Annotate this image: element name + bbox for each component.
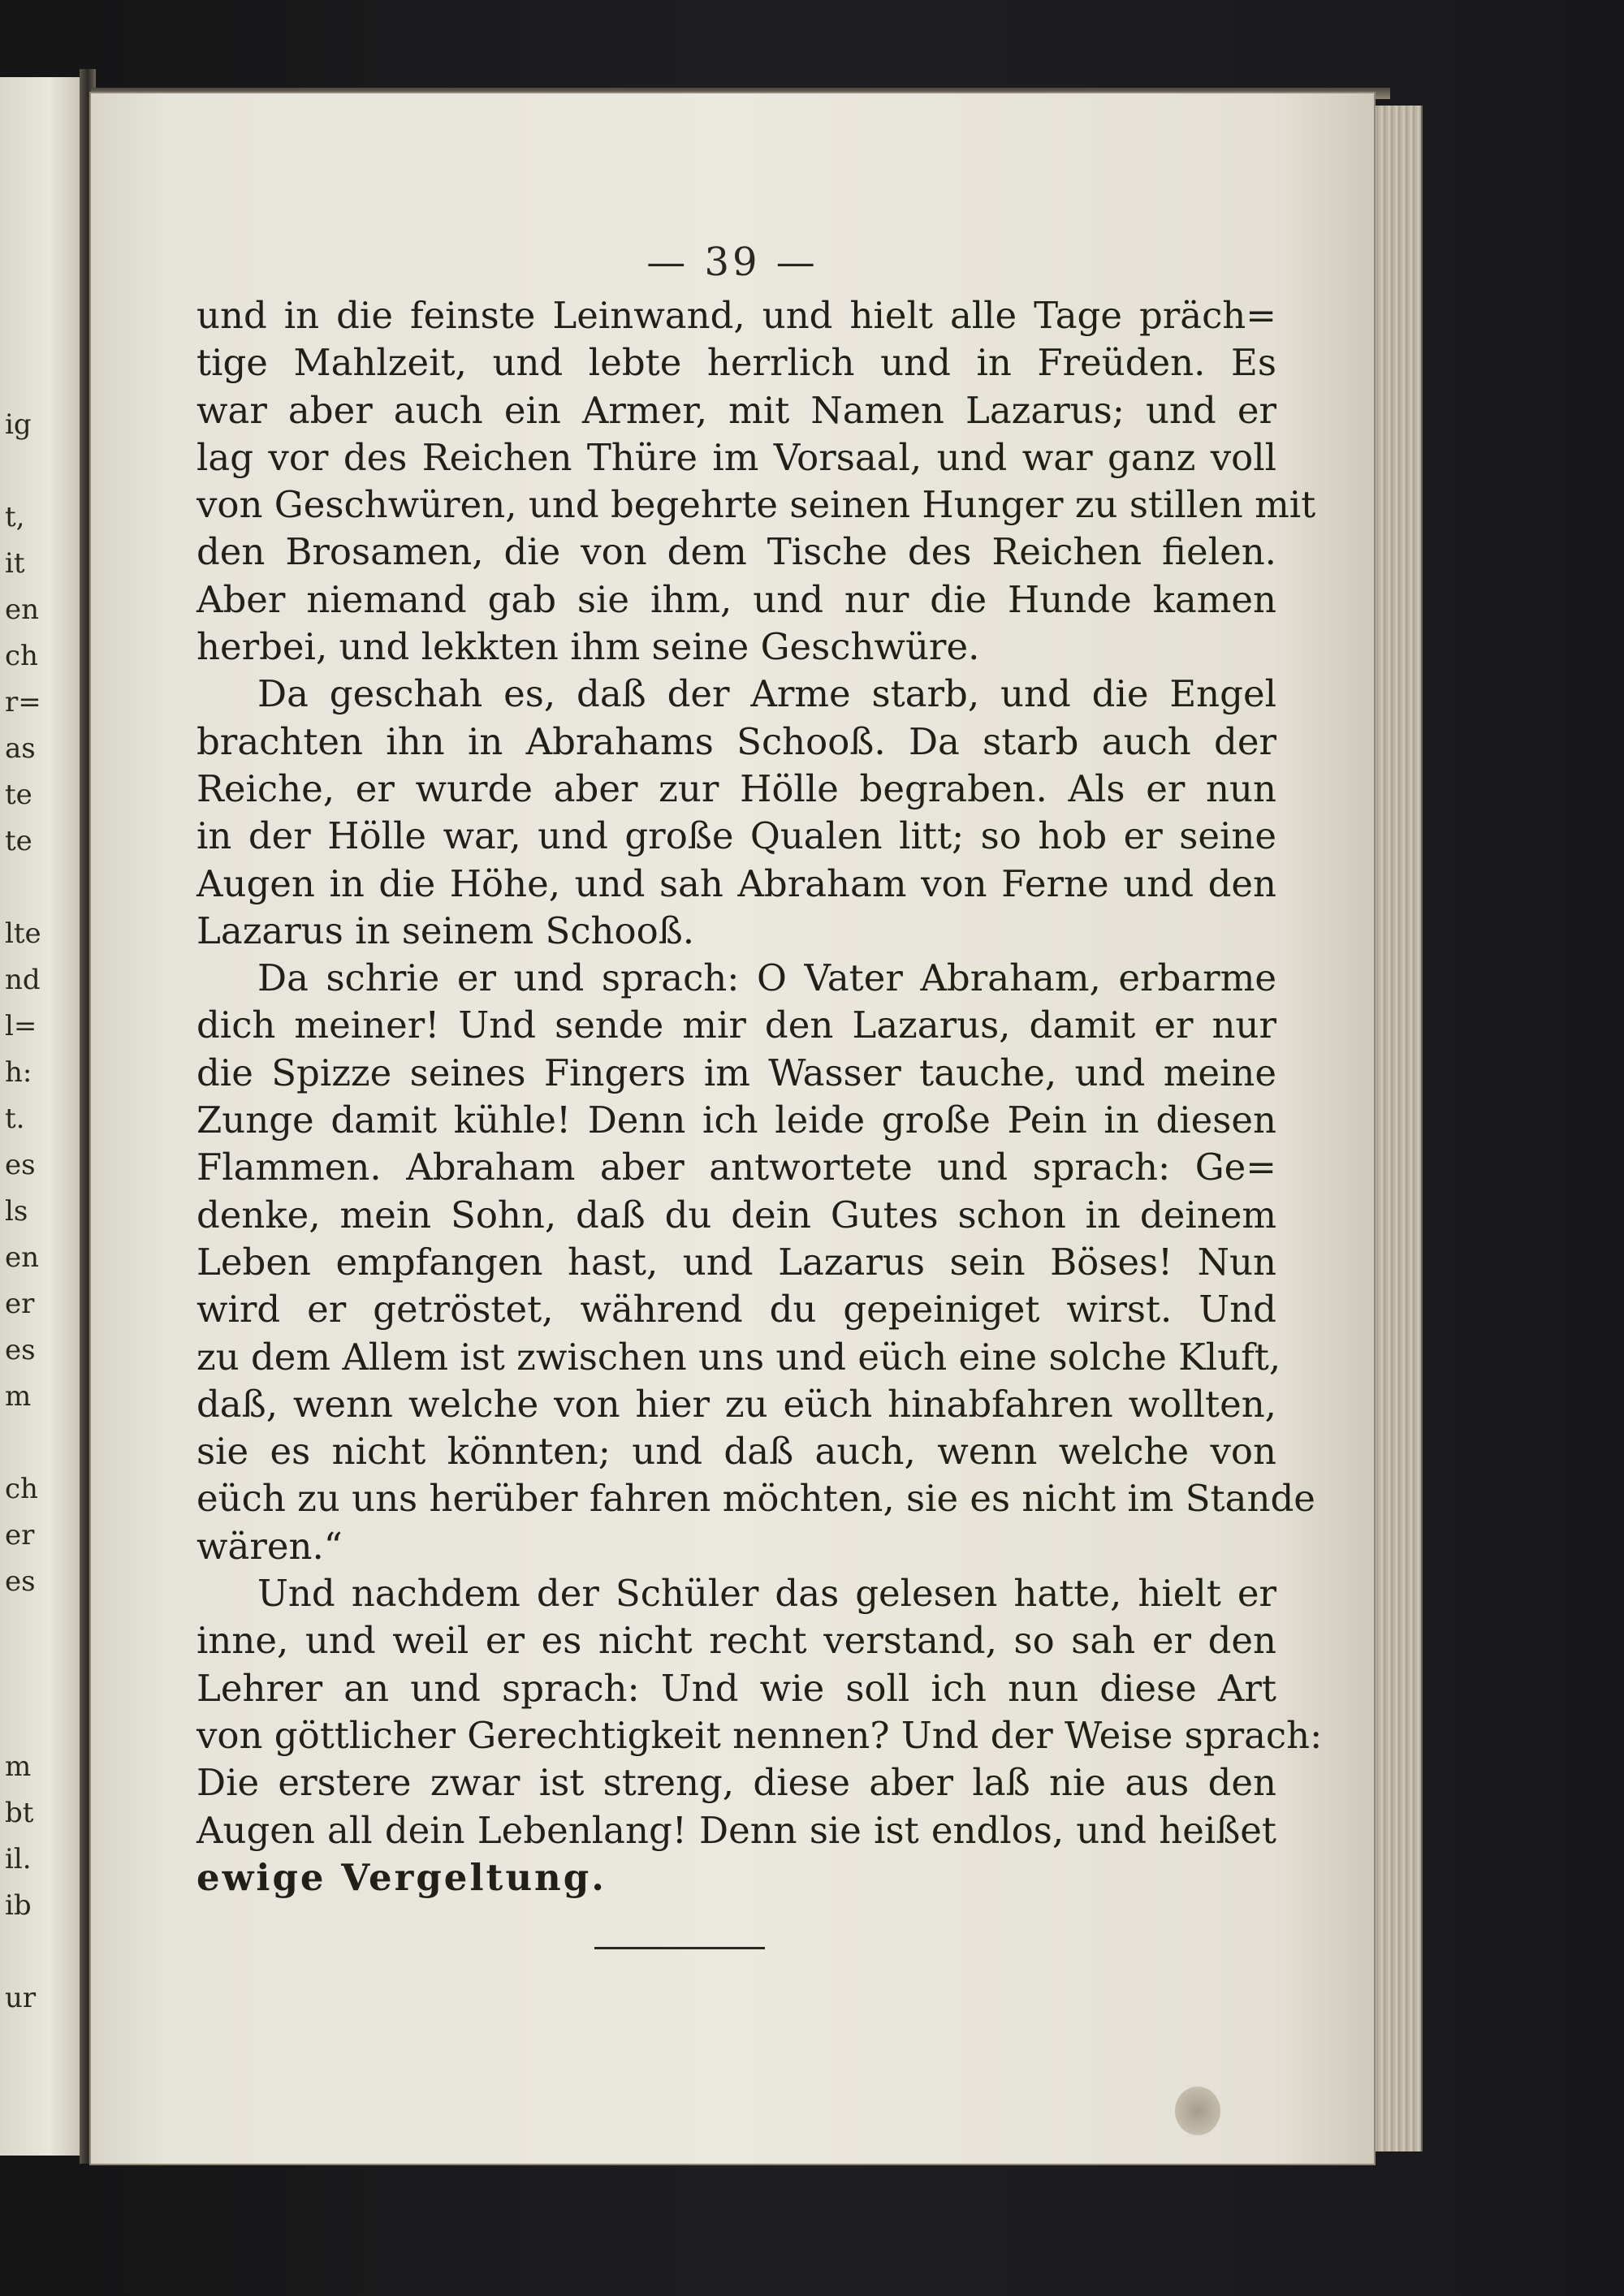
left-page-fragment: ig (5, 408, 32, 441)
left-page-fragment: lte (5, 917, 41, 950)
left-page-fragment: es (5, 1149, 36, 1181)
text-line: Augen all dein Lebenlang! Denn sie ist endlos, und heißet (197, 1808, 1276, 1852)
text-line: Augen in die Höhe, und sah Abraham von Ferne und den (197, 861, 1276, 905)
left-page-fragment: t. (5, 1103, 25, 1135)
text-line: von Geschwüren, und begehrte seinen Hunger zu stillen mit (197, 483, 1316, 527)
text-line: Lehrer an und sprach: Und wie soll ich nun diese Art (197, 1666, 1276, 1710)
text-line: daß, wenn welche von hier zu eüch hinabfahren wollten, (197, 1382, 1276, 1426)
text-line: eüch zu uns herüber fahren möchten, sie es nicht im Stande (197, 1477, 1315, 1521)
text-line: ewige Vergeltung. (197, 1855, 607, 1899)
text-line: von göttlicher Gerechtigkeit nennen? Und der Weise sprach: (197, 1713, 1323, 1757)
left-page-fragment: er (5, 1519, 35, 1552)
left-page-fragment: ch (5, 1473, 38, 1505)
text-line: tige Mahlzeit, und lebte herrlich und in Freüden. Es (197, 341, 1276, 385)
left-page-fragment: it (5, 547, 25, 580)
text-line: den Brosamen, die von dem Tische des Reichen fielen. (197, 530, 1276, 574)
left-page-text-fragments (5, 402, 78, 2022)
left-page-fragment: h: (5, 1056, 32, 1089)
text-line: Lazarus in seinem Schooß. (197, 908, 695, 952)
left-page-fragment: m (5, 1750, 32, 1783)
left-page-fragment: r= (5, 686, 41, 719)
text-line: Und nachdem der Schüler das gelesen hatte, hielt er (257, 1572, 1276, 1616)
text-line: inne, und weil er es nicht recht verstand, so sah er den (197, 1619, 1276, 1663)
closing-rule (594, 1947, 765, 1949)
page-fore-edge (1372, 106, 1423, 2151)
text-line: Flammen. Abraham aber antwortete und sprach: Ge= (197, 1146, 1276, 1189)
text-line: denke, mein Sohn, daß du dein Gutes schon in deinem (197, 1193, 1276, 1236)
left-page-fragment (5, 1698, 78, 1744)
left-page-fragment: l= (5, 1010, 37, 1042)
left-page-fragment: ib (5, 1889, 32, 1922)
left-page-fragment: bt (5, 1797, 34, 1829)
left-page-fragment (5, 1420, 78, 1466)
left-page-fragment: ur (5, 1982, 37, 2014)
left-page-fragment: te (5, 779, 32, 811)
left-page-fragment: er (5, 1288, 35, 1320)
left-page-fragment: nd (5, 964, 41, 996)
left-page-fragment: te (5, 825, 32, 857)
left-page-edge (0, 77, 84, 2156)
text-line: Reiche, er wurde aber zur Hölle begraben. Als er nun (197, 766, 1276, 810)
text-line: Leben empfangen hast, und Lazarus sein Böses! Nun (197, 1240, 1276, 1284)
left-page-fragment: es (5, 1565, 36, 1598)
text-line: brachten ihn in Abrahams Schooß. Da starb auch der (197, 719, 1276, 763)
text-line: die Spizze seines Fingers im Wasser tauche, und meine (197, 1051, 1276, 1094)
left-page-fragment: ch (5, 640, 38, 672)
text-line: lag vor des Reichen Thüre im Vorsaal, und war ganz voll (197, 435, 1276, 479)
text-line: sie es nicht könnten; und daß auch, wenn welche von (197, 1430, 1276, 1474)
text-line: wird er getröstet, während du gepeiniget wirst. Und (197, 1288, 1276, 1331)
left-page-fragment (5, 448, 78, 494)
text-line: Die erstere zwar ist streng, diese aber laß nie aus den (197, 1761, 1276, 1805)
left-page-fragment (5, 1651, 78, 1698)
text-line: Da schrie er und sprach: O Vater Abraham, erbarme (257, 956, 1276, 1000)
left-page-fragment: m (5, 1380, 32, 1413)
text-line: war aber auch ein Armer, mit Namen Lazarus; und er (197, 388, 1276, 432)
text-line: in der Hölle war, und große Qualen litt; so hob er seine (197, 814, 1276, 858)
left-page-fragment: en (5, 1241, 40, 1274)
text-line: wären.“ (197, 1524, 343, 1568)
text-line: und in die feinste Leinwand, und hielt alle Tage präch= (197, 294, 1276, 337)
left-page-fragment: t, (5, 501, 25, 533)
paper-stain (1175, 2087, 1220, 2135)
text-line: Zunge damit kühle! Denn ich leide große Pein in diesen (197, 1098, 1276, 1142)
left-page-fragment: es (5, 1334, 36, 1366)
left-page-fragment (5, 1929, 78, 1975)
text-line: Da geschah es, daß der Arme starb, und die Engel (257, 672, 1276, 716)
page-number: — 39 — (646, 240, 818, 285)
left-page-fragment: en (5, 593, 40, 626)
left-page-fragment: as (5, 732, 36, 765)
left-page-fragment: ls (5, 1195, 28, 1228)
left-page-fragment (5, 865, 78, 911)
text-line: herbei, und lekkten ihm seine Geschwüre. (197, 625, 980, 669)
book-page (91, 93, 1374, 2164)
left-page-fragment (5, 1605, 78, 1651)
left-page-fragment: il. (5, 1843, 32, 1875)
text-line: dich meiner! Und sende mir den Lazarus, damit er nur (197, 1003, 1276, 1047)
body-text (197, 292, 1323, 1901)
text-line: Aber niemand gab sie ihm, und nur die Hunde kamen (197, 577, 1276, 621)
text-line: zu dem Allem ist zwischen uns und eüch eine solche Kluft, (197, 1335, 1281, 1379)
